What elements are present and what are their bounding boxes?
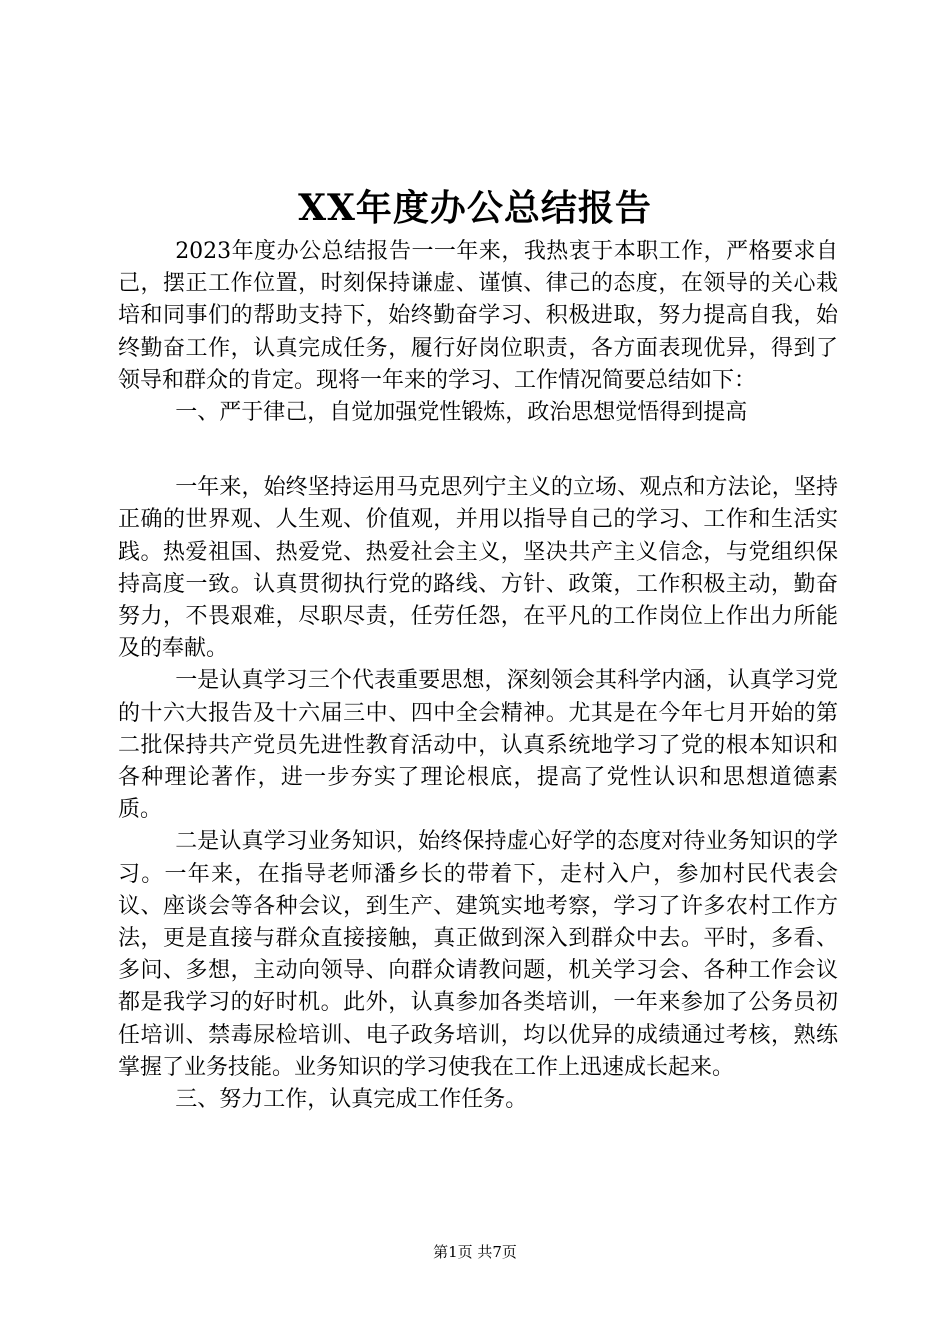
- body-paragraph: 一是认真学习三个代表重要思想，深刻领会其科学内涵，认真学习党的十六大报告及十六届三中、四中全会精神。尤其是在今年七月开始的第二批保持共产党员先进性教育活动中，认真系统地学习了党的根本知识和各种理论著作，进一步夯实了理论根底，提高了党性认识和思想道德素质。: [118, 668, 838, 823]
- page-indicator: 第1页 共7页: [433, 1243, 517, 1261]
- body-paragraph: 二是认真学习业务知识，始终保持虚心好学的态度对待业务知识的学习。一年来，在指导老师潘乡长的带着下，走村入户，参加村民代表会议、座谈会等各种会议，到生产、建筑实地考察，学习了许多农村工作方法，更是直接与群众直接接触，真正做到深入到群众中去。平时，多看、多问、多想，主动向领导、向群众请教问题，机关学习会、各种工作会议都是我学习的好时机。此外，认真参加各类培训，一年来参加了公务员初任培训、禁毒尿检培训、电子政务培训，均以优异的成绩通过考核，熟练掌握了业务技能。业务知识的学习使我在工作上迅速成长起来。: [118, 829, 838, 1080]
- document-body: [118, 236, 838, 1116]
- page-title: XX年度办公总结报告: [298, 187, 652, 229]
- body-paragraph: 一年来，始终坚持运用马克思列宁主义的立场、观点和方法论，坚持正确的世界观、人生观、价值观，并用以指导自己的学习、工作和生活实践。热爱祖国、热爱党、热爱社会主义，坚决共产主义信念，与党组织保持高度一致。认真贯彻执行党的路线、方针、政策，工作积极主动，勤奋努力，不畏艰难，尽职尽责，任劳任怨，在平凡的工作岗位上作出力所能及的奉献。: [118, 475, 838, 662]
- intro-paragraph: 2023年度办公总结报告一一年来，我热衷于本职工作，严格要求自己，摆正工作位置，时刻保持谦虚、谨慎、律己的态度，在领导的关心栽培和同事们的帮助支持下，始终勤奋学习、积极进取，努力提高自我，始终勤奋工作，认真完成任务，履行好岗位职责，各方面表现优异，得到了领导和群众的肯定。现将一年来的学习、工作情况简要总结如下：: [118, 239, 838, 393]
- section-heading-1: 一、严于律己，自觉加强党性锻炼，政治思想觉悟得到提高: [175, 400, 748, 426]
- section-heading-3: 三、努力工作，认真完成工作任务。: [175, 1087, 528, 1113]
